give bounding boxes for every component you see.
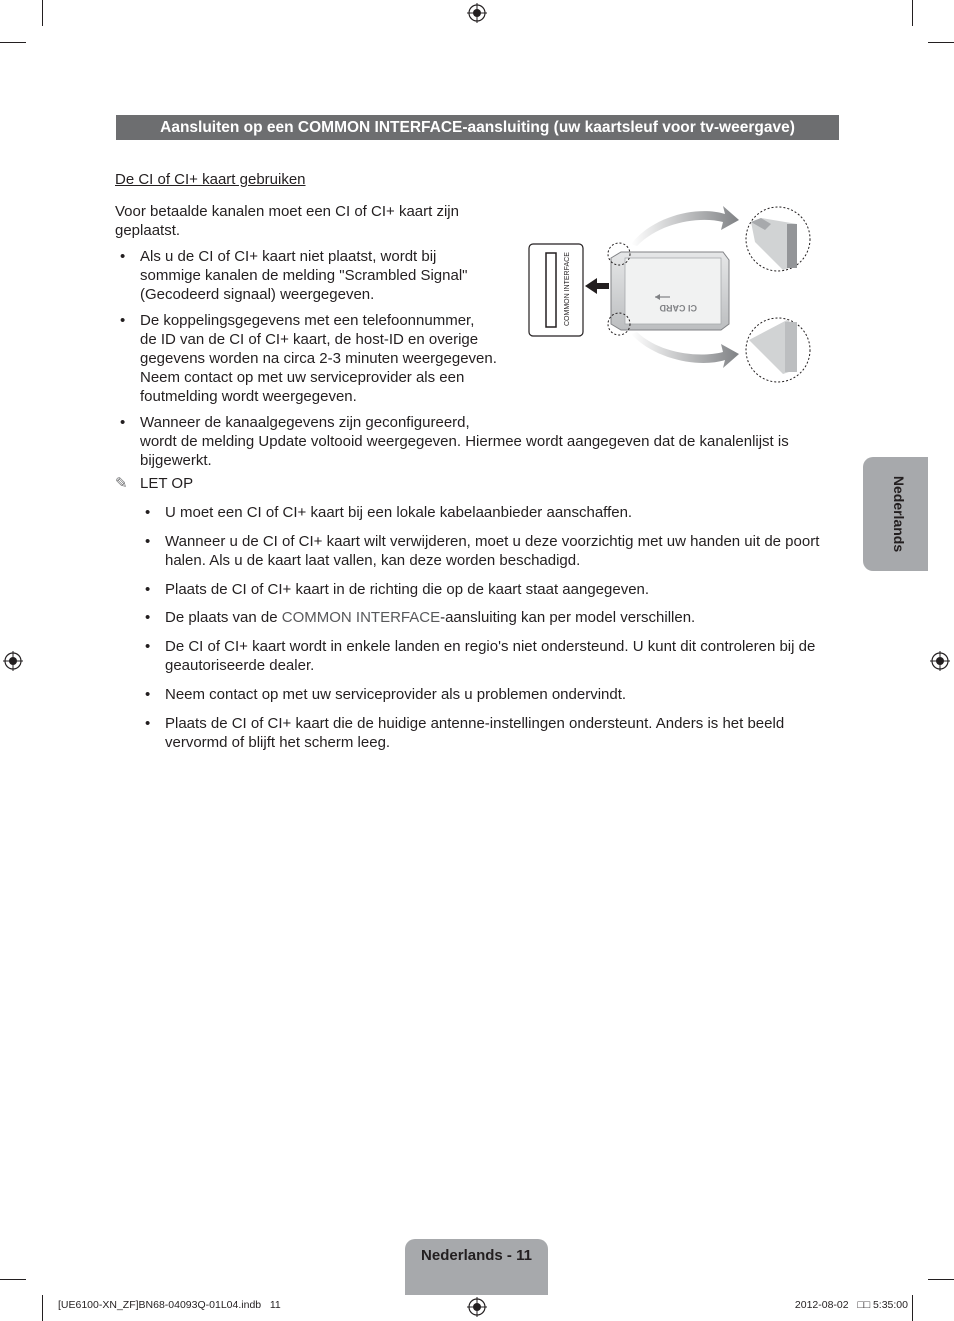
bullet-line: Als u de CI of CI+ kaart niet plaatst, wordt bij <box>140 248 437 265</box>
registration-mark-icon <box>467 3 487 23</box>
registration-mark-icon <box>3 651 23 671</box>
ci-card <box>611 252 729 330</box>
bullet-line: wordt de melding Update voltooid weergegeven. Hiermee wordt aangegeven dat de kanalenlijst is <box>140 433 789 450</box>
crop-mark <box>42 0 43 26</box>
bullet-line: Wanneer de kanaalgegevens zijn geconfigureerd, <box>140 414 470 431</box>
bullet-line: sommige kanalen de melding "Scrambled Signal" <box>140 267 468 284</box>
note-line: Wanneer u de CI of CI+ kaart wilt verwijderen, moet u deze voorzichtig met uw handen uit de poort <box>165 533 820 550</box>
crop-mark <box>912 0 913 26</box>
crop-mark <box>42 1295 43 1321</box>
bullet-dot: • <box>145 533 151 550</box>
bullet-dot: • <box>120 414 126 431</box>
bullet-dot: • <box>145 686 151 703</box>
note-line: U moet een CI of CI+ kaart bij een lokale kabelaanbieder aanschaffen. <box>165 504 633 521</box>
crop-mark <box>0 42 26 43</box>
ci-card-illustration <box>525 200 815 390</box>
insert-arrow-icon <box>585 278 609 294</box>
note-text: De plaats van de <box>165 609 282 626</box>
bullet-line: gegevens worden na circa 2-3 minuten weergegeven. <box>140 350 497 367</box>
note-line: geautoriseerde dealer. <box>165 657 315 674</box>
intro-line: Voor betaalde kanalen moet een CI of CI+ kaart zijn <box>115 203 459 220</box>
footer-file-info: [UE6100-XN_ZF]BN68-04093Q-01L04.indb 11 <box>58 1299 281 1311</box>
detail-view-bottom <box>746 318 810 382</box>
pencil-note-icon: ✎ <box>115 475 128 492</box>
bullet-dot: • <box>145 504 151 521</box>
bullet-line: de ID van de CI of CI+ kaart, de host-ID en overige <box>140 331 479 348</box>
bullet-dot: • <box>145 609 151 626</box>
registration-mark-icon <box>467 1297 487 1317</box>
detail-view-top <box>746 207 810 271</box>
common-interface-slot <box>529 244 583 336</box>
registration-mark-icon <box>930 651 950 671</box>
zoom-arrow-icon <box>631 332 739 368</box>
bullet-dot: • <box>145 581 151 598</box>
bullet-dot: • <box>120 312 126 329</box>
note-line: Neem contact op met uw serviceprovider als u problemen ondervindt. <box>165 686 627 703</box>
footer-timestamp: 2012-08-02 □□ 5:35:00 <box>794 1299 908 1311</box>
card-label: CI CARD <box>659 303 697 313</box>
note-line: Plaats de CI of CI+ kaart in de richting die op de kaart staat aangegeven. <box>165 581 650 598</box>
bullet-line: foutmelding wordt weergegeven. <box>140 388 357 405</box>
bullet-line: De koppelingsgegevens met een telefoonnummer, <box>140 312 475 329</box>
slot-label: COMMON INTERFACE <box>564 252 571 326</box>
intro-paragraph <box>115 202 459 240</box>
note-line: De CI of CI+ kaart wordt in enkele landen en regio's niet ondersteund. U kunt dit controleren bij de <box>165 638 816 655</box>
crop-mark <box>928 1279 954 1280</box>
note-heading <box>115 474 193 493</box>
bullet-dot: • <box>145 715 151 732</box>
intro-line: geplaatst. <box>115 222 181 239</box>
section-heading: De CI of CI+ kaart gebruiken <box>115 171 306 188</box>
note-line: halen. Als u de kaart laat vallen, kan deze worden beschadigd. <box>165 552 581 569</box>
bullet-line: Neem contact op met uw serviceprovider als een <box>140 369 465 386</box>
bullet-line: (Gecodeerd signaal) weergegeven. <box>140 286 375 303</box>
page-number: Nederlands - 11 <box>421 1247 532 1264</box>
section-banner: Aansluiten op een COMMON INTERFACE-aansluiting (uw kaartsleuf voor tv-weergave) <box>116 115 839 140</box>
crop-mark <box>928 42 954 43</box>
language-side-tab <box>863 457 928 571</box>
common-interface-term: COMMON INTERFACE <box>281 609 441 626</box>
note-line: vervormd of blijft het scherm leeg. <box>165 734 391 751</box>
note-line: Plaats de CI of CI+ kaart die de huidige antenne-instellingen ondersteunt. Anders is het beeld <box>165 715 785 732</box>
note-label: LET OP <box>140 475 194 492</box>
page-number-tab <box>405 1239 548 1295</box>
bullet-line: bijgewerkt. <box>140 452 212 469</box>
bullet-dot: • <box>120 248 126 265</box>
crop-mark <box>912 1295 913 1321</box>
side-tab-label: Nederlands <box>891 475 907 553</box>
zoom-arrow-icon <box>631 206 739 246</box>
note-text: -aansluiting kan per model verschillen. <box>440 609 696 626</box>
crop-mark <box>0 1279 26 1280</box>
bullet-dot: • <box>145 638 151 655</box>
